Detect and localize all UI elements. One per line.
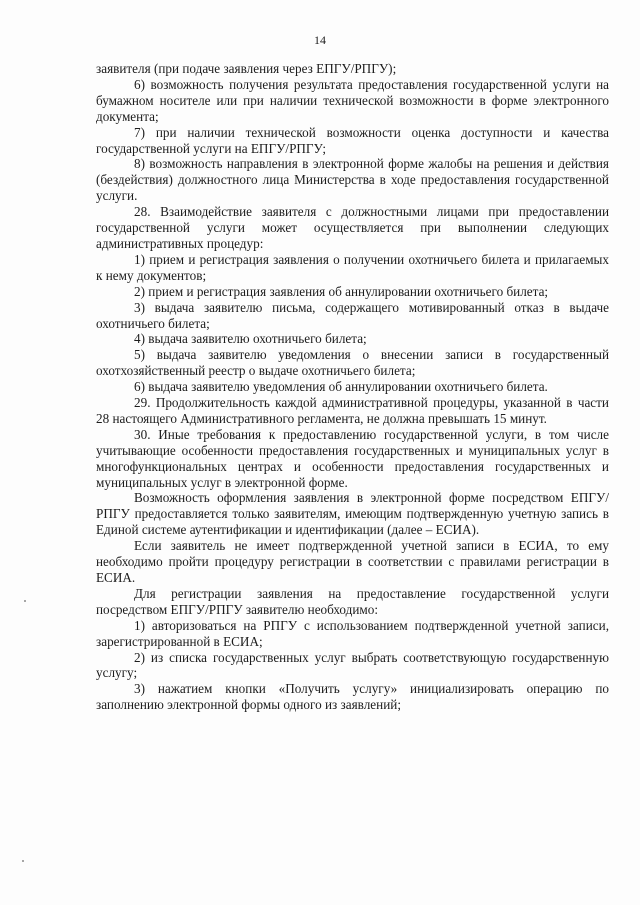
paragraph: Возможность оформления заявления в электронной форме посредством ЕПГУ/РПГУ предоставляется только заявителям, имеющим подтвержденную учетную запись в Единой системе аутентификации и идентификации (далее – ЕСИА). (96, 490, 609, 538)
paragraph: 29. Продолжительность каждой административной процедуры, указанной в части 28 настоящего Административного регламента, не должна превышать 15 минут. (96, 395, 609, 426)
paragraph: 6) возможность получения результата предоставления государственной услуги на бумажном носителе или при наличии технической возможности в форме электронного документа; (96, 76, 609, 124)
scan-speck (22, 860, 24, 862)
paragraph: 5) выдача заявителю уведомления о внесении записи в государственный охотхозяйственный реестр о выдаче охотничьего билета; (96, 347, 609, 379)
page-number: 14 (314, 33, 326, 47)
paragraph: заявителя (при подаче заявления через ЕПГУ/РПГУ); (96, 61, 397, 76)
paragraph: 6) выдача заявителю уведомления об аннулировании охотничьего билета. (134, 379, 548, 395)
paragraph: 2) прием и регистрация заявления об аннулировании охотничьего билета; (134, 283, 549, 299)
paragraph: 2) из списка государственных услуг выбрать соответствующую государственную услугу; (96, 649, 609, 681)
document-body (96, 61, 609, 713)
paragraph: 8) возможность направления в электронной форме жалобы на решения и действия (бездействия) должностного лица Министерства в ходе предоставления государственной услуги. (96, 156, 609, 204)
paragraph: Для регистрации заявления на предоставление государственной услуги посредством ЕПГУ/РПГУ заявителю необходимо: (96, 585, 609, 617)
paragraph: 3) нажатием кнопки «Получить услугу» инициализировать операцию по заполнению электронной формы одного из заявлений; (96, 681, 609, 713)
paragraph: 4) выдача заявителю охотничьего билета; (134, 331, 367, 347)
paragraph: 3) выдача заявителю письма, содержащего мотивированный отказ в выдаче охотничьего билета; (96, 299, 609, 331)
paragraph: 1) авторизоваться на РПГУ с использованием подтвержденной учетной записи, зарегистрированной в ЕСИА; (96, 617, 609, 649)
paragraph: 30. Иные требования к предоставлению государственной услуги, в том числе учитывающие особенности предоставления государственных и муниципальных услуг в многофункциональных центрах и особенности предоставления государственных и муниципальных услуг в электронной форме. (96, 426, 609, 490)
scan-speck (24, 600, 26, 602)
paragraph: 7) при наличии технической возможности оценка доступности и качества государственной услуги на ЕПГУ/РПГУ; (96, 124, 609, 156)
paragraph: Если заявитель не имеет подтвержденной учетной записи в ЕСИА, то ему необходимо пройти процедуру регистрации в соответствии с правилами регистрации в ЕСИА. (96, 538, 609, 585)
paragraph: 28. Взаимодействие заявителя с должностными лицами при предоставлении государственной услуги может осуществляется при выполнении следующих административных процедур: (96, 204, 609, 251)
paragraph: 1) прием и регистрация заявления о получении охотничьего билета и прилагаемых к нему документов; (96, 251, 609, 283)
